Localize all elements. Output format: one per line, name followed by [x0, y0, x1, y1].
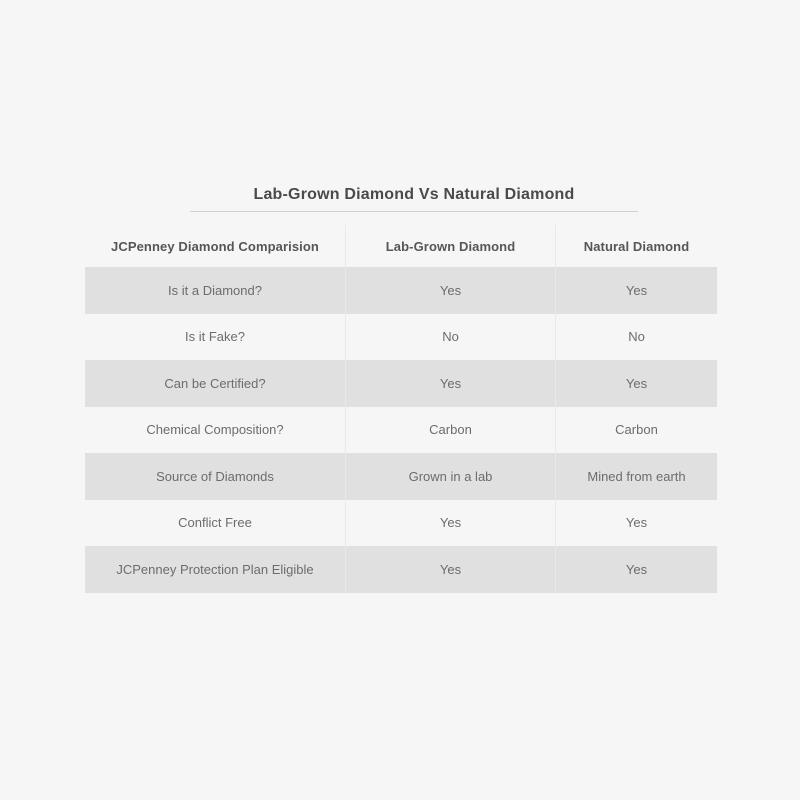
table-row-chemical-composition	[85, 407, 717, 454]
row-label: JCPenney Protection Plan Eligible	[116, 561, 314, 577]
cell-lab-grown-value: Yes	[345, 267, 555, 314]
cell-lab-grown-value: Yes	[345, 500, 555, 547]
table-row-can-be-certified	[85, 360, 717, 407]
cell-lab-grown-value: Yes	[345, 360, 555, 407]
title-block	[190, 186, 638, 212]
page-title: Lab-Grown Diamond Vs Natural Diamond	[253, 186, 575, 203]
row-label: Can be Certified?	[164, 375, 266, 391]
table-header-row	[85, 225, 717, 267]
cell-natural-value: Mined from earth	[555, 453, 717, 500]
table-row-conflict-free	[85, 500, 717, 547]
header-cell-natural: Natural Diamond	[555, 225, 717, 267]
table-row-is-it-fake	[85, 314, 717, 361]
cell-natural-value: Yes	[555, 267, 717, 314]
row-label: Is it Fake?	[185, 329, 245, 345]
table-row-is-it-a-diamond	[85, 267, 717, 314]
cell-natural-value: Yes	[555, 500, 717, 547]
cell-natural-value: No	[555, 314, 717, 361]
row-label: Is it a Diamond?	[168, 282, 262, 298]
cell-natural-value: Carbon	[555, 407, 717, 454]
cell-lab-grown-value: No	[345, 314, 555, 361]
title-divider	[190, 211, 638, 212]
row-label: Conflict Free	[178, 515, 252, 531]
table-row-protection-plan	[85, 546, 717, 593]
cell-lab-grown-value: Carbon	[345, 407, 555, 454]
cell-lab-grown-value: Yes	[345, 546, 555, 593]
cell-natural-value: Yes	[555, 546, 717, 593]
cell-lab-grown-value: Grown in a lab	[345, 453, 555, 500]
row-label: Source of Diamonds	[156, 468, 274, 484]
header-cell-comparison: JCPenney Diamond Comparision	[111, 238, 319, 254]
row-label: Chemical Composition?	[146, 422, 284, 438]
comparison-table	[85, 225, 717, 593]
cell-natural-value: Yes	[555, 360, 717, 407]
header-cell-lab-grown: Lab-Grown Diamond	[345, 225, 555, 267]
table-row-source-of-diamonds	[85, 453, 717, 500]
